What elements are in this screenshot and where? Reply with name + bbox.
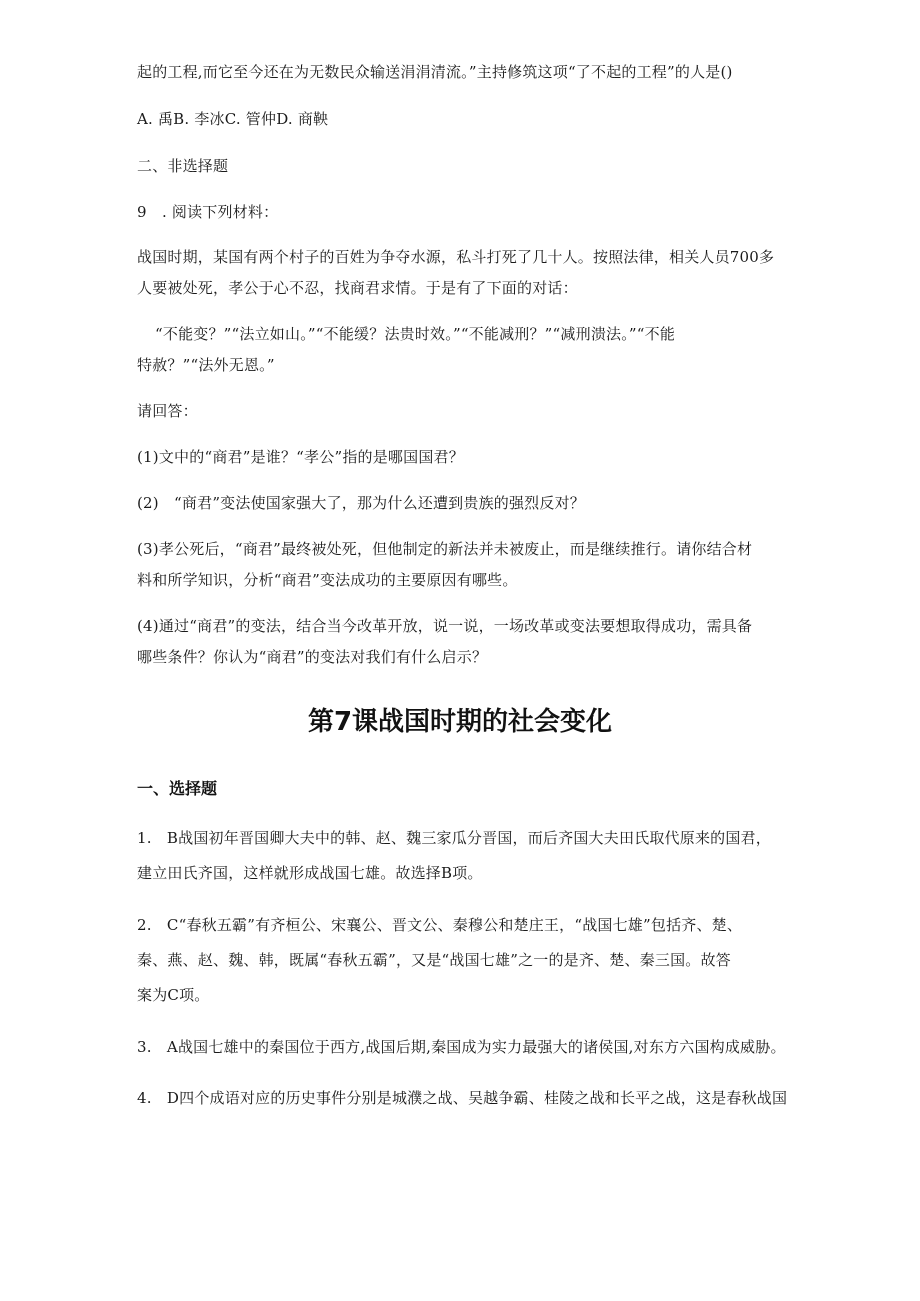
q9-material-line: 人要被处死，孝公于心不忍，找商君求情。于是有了下面的对话： (137, 279, 578, 297)
q9-intro: 9 . 阅读下列材料： (137, 203, 279, 221)
q9-sub-question-3-cont: 料和所学知识，分析“商君”变法成功的主要原因有哪些。 (137, 571, 518, 589)
q9-prompt: 请回答： (137, 402, 198, 420)
answers-section-title: 一、选择题 (137, 779, 218, 798)
q9-sub-question-2: (2) “商君”变法使国家强大了，那为什么还遭到贵族的强烈反对？ (137, 494, 585, 512)
q9-sub-question-4: (4)通过“商君”的变法，结合当今改革开放，说一说，一场改革或变法要想取得成功，需具备 (137, 617, 753, 635)
q9-dialog-line: “不能变？”“法立如山。”“不能缓？法贵时效。”“不能减刑？”“减刑溃法。”“不能 (155, 325, 676, 343)
q9-dialog-line: 特赦？”“法外无恩。” (137, 356, 275, 374)
q9-sub-question-1: (1)文中的“商君”是谁？“孝公”指的是哪国国君？ (137, 448, 464, 466)
answer-3: 3. A战国七雄中的秦国位于西方,战国后期,秦国成为实力最强大的诸侯国,对东方六国构成威胁。 (137, 1038, 786, 1056)
answer-2: 2. C“春秋五霸”有齐桓公、宋襄公、晋文公、秦穆公和楚庄王，“战国七雄”包括齐、楚、 (137, 916, 743, 934)
answer-1: 1. B战国初年晋国卿大夫中的韩、赵、魏三家瓜分晋国，而后齐国大夫田氏取代原来的国君， (137, 829, 771, 847)
q9-sub-question-4-cont: 哪些条件？你认为“商君”的变法对我们有什么启示？ (137, 648, 488, 666)
lesson-title: 第7课战国时期的社会变化 (307, 707, 613, 737)
section-title-non-choice: 二、非选择题 (137, 157, 229, 175)
q9-material-line: 战国时期，某国有两个村子的百姓为争夺水源，私斗打死了几十人。按照法律，相关人员700多 (137, 248, 775, 266)
answer-1-cont: 建立田氏齐国，这样就形成战国七雄。故选择B项。 (137, 864, 483, 882)
answer-2-cont: 秦、燕、赵、魏、韩，既属“春秋五霸”，又是“战国七雄”之一的是齐、楚、秦三国。故答 (137, 951, 731, 969)
q8-text-line: 起的工程,而它至今还在为无数民众输送涓涓清流。”主持修筑这项“了不起的工程”的人是() (137, 63, 733, 81)
answer-2-cont: 案为C项。 (137, 986, 210, 1004)
answer-4: 4. D四个成语对应的历史事件分别是城濮之战、吴越争霸、桂陵之战和长平之战，这是春秋战国 (137, 1089, 788, 1107)
q9-sub-question-3: (3)孝公死后，“商君”最终被处死，但他制定的新法并未被废止，而是继续推行。请你结合材 (137, 540, 753, 558)
q8-options: A. 禹B. 李冰C. 管仲D. 商鞅 (137, 110, 329, 128)
